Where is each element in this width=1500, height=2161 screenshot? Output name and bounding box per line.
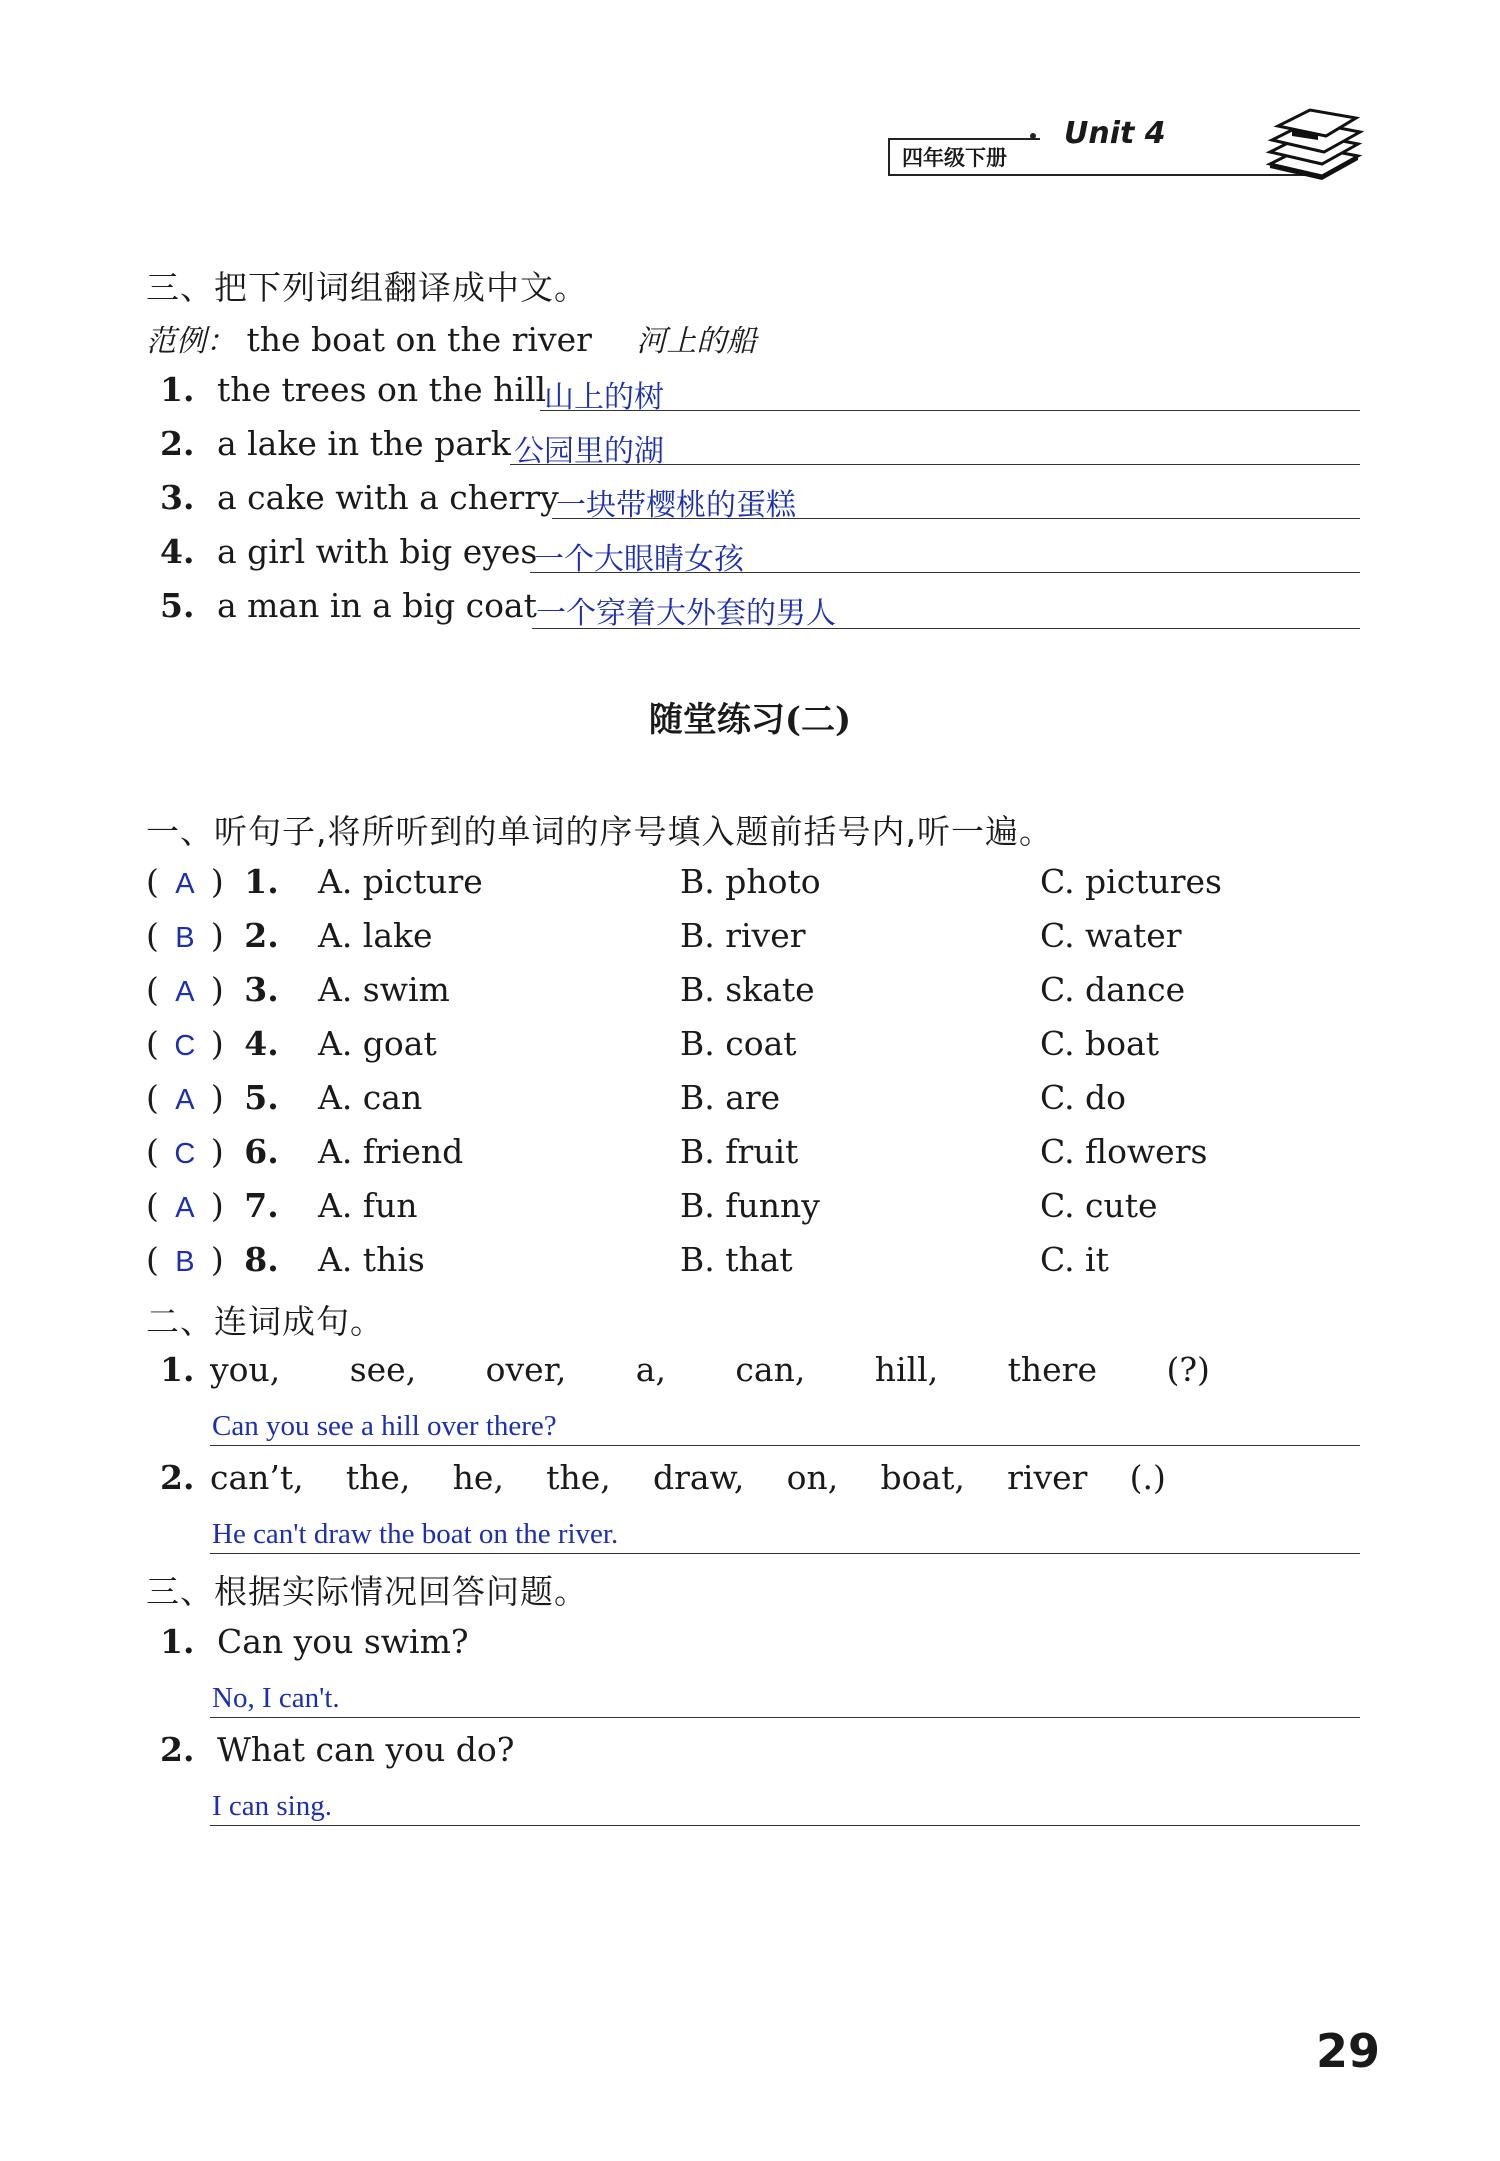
listen-row [146,1078,279,1117]
unit-label: Unit 4 [1064,116,1166,151]
option-a: A. fun [318,1186,418,1225]
example-chinese: 河上的船 [636,324,757,359]
example-english: the boat on the river [246,320,592,359]
option-a: A. lake [318,916,433,955]
bracket-open: ( [146,970,159,1009]
bracket-open: ( [146,862,159,901]
translate-item [160,586,537,625]
option-c: C. boat [1040,1024,1159,1063]
section-answer-heading: 三、根据实际情况回答问题。 [146,1572,588,1611]
option-c: C. pictures [1040,862,1222,901]
answer-line [532,628,1360,629]
answer-line [210,1445,1360,1446]
word: can, [735,1350,806,1389]
translate-answer: 一个大眼睛女孩 [534,542,744,577]
option-c: C. it [1040,1240,1109,1279]
item-number: 5. [160,586,195,625]
item-number: 2. [160,1730,195,1769]
bracket-close: ) [210,916,224,955]
listen-row [146,1132,279,1171]
answer-letter: B [175,1246,195,1278]
option-c: C. dance [1040,970,1186,1009]
word: he, [452,1458,504,1497]
option-a: A. this [318,1240,425,1279]
word: draw, [652,1458,745,1497]
question-text: What can you do? [216,1730,515,1769]
translate-answer: 公园里的湖 [514,434,664,469]
header-rule [888,174,1308,176]
item-number: 1. [160,370,195,409]
item-text: a lake in the park [216,424,511,463]
item-text: a man in a big coat [216,586,537,625]
listen-row [146,970,279,1009]
word: boat, [880,1458,965,1497]
bracket-open: ( [146,1078,159,1117]
word: on, [786,1458,839,1497]
translate-answer: 一块带樱桃的蛋糕 [556,488,796,523]
answer-letter: B [175,922,195,954]
answer-letter: A [175,976,195,1008]
bracket-close: ) [210,1240,224,1279]
option-b: B. funny [680,1186,820,1225]
word: can’t, [210,1458,304,1497]
word: see, [349,1350,417,1389]
stack-of-books-icon [1262,104,1366,184]
option-b: B. coat [680,1024,797,1063]
answer-line [510,464,1360,465]
item-number: 1. [160,1350,195,1389]
word: hill, [874,1350,939,1389]
section-translate-heading: 三、把下列词组翻译成中文。 [146,268,588,307]
item-number: 3. [160,478,195,517]
question-row [160,1622,469,1661]
option-b: B. skate [680,970,815,1009]
option-c: C. cute [1040,1186,1158,1225]
listen-row [146,916,279,955]
answer-letter: C [174,1030,196,1062]
word-list [210,1458,1166,1497]
bracket-open: ( [146,1240,159,1279]
option-c: C. flowers [1040,1132,1208,1171]
option-b: B. that [680,1240,793,1279]
word-list [210,1350,1210,1389]
listen-row [146,1240,279,1279]
word: over, [485,1350,567,1389]
answer-line [210,1825,1360,1826]
item-number: 4. [160,532,195,571]
word: there [1007,1350,1097,1389]
question-text: Can you swim? [216,1622,469,1661]
translate-item [160,424,511,463]
word: (?) [1166,1350,1210,1389]
word: the, [345,1458,411,1497]
bracket-open: ( [146,916,159,955]
option-c: C. water [1040,916,1182,955]
item-text: the trees on the hill [216,370,547,409]
option-a: A. goat [318,1024,437,1063]
bracket-close: ) [210,1186,224,1225]
listen-row [146,1186,279,1225]
option-b: B. fruit [680,1132,799,1171]
bracket-open: ( [146,1132,159,1171]
answer-letter: A [175,1084,195,1116]
word: (.) [1129,1458,1166,1497]
word: you, [210,1350,281,1389]
item-number: 2. [160,424,195,463]
answer-letter: A [175,868,195,900]
answer-line [540,410,1360,411]
sentence-answer: Can you see a hill over there? [212,1410,557,1442]
answer-letter: A [175,1192,195,1224]
option-b: B. are [680,1078,781,1117]
option-a: A. picture [318,862,483,901]
translate-item [160,478,559,517]
bracket-open: ( [146,1186,159,1225]
answer-letter: C [174,1138,196,1170]
page-number: 29 [1316,2024,1381,2078]
answer-line [210,1553,1360,1554]
sentence-answer: He can't draw the boat on the river. [212,1518,619,1550]
listen-row [146,1024,279,1063]
option-a: A. can [318,1078,423,1117]
bracket-close: ) [210,1078,224,1117]
question-row [160,1730,514,1769]
item-number: 5. [244,1078,279,1117]
option-b: B. river [680,916,806,955]
item-number: 6. [244,1132,279,1171]
section-words-heading: 二、连词成句。 [146,1302,384,1341]
option-a: A. swim [318,970,450,1009]
item-number: 3. [244,970,279,1009]
bracket-close: ) [210,970,224,1009]
section-listen-heading: 一、听句子,将所听到的单词的序号填入题前括号内,听一遍。 [146,812,1053,851]
item-number: 1. [160,1622,195,1661]
item-text: a cake with a cherry [216,478,559,517]
item-number: 1. [244,862,279,901]
word: the, [546,1458,611,1497]
word: a, [635,1350,666,1389]
translate-answer: 一个穿着大外套的男人 [536,596,836,631]
grade-label: 四年级下册 [902,146,1007,170]
example-label: 范例： [146,324,236,359]
item-number: 8. [244,1240,279,1279]
translate-item [160,370,546,409]
option-b: B. photo [680,862,821,901]
translate-answer: 山上的树 [544,380,664,415]
word: river [1007,1458,1088,1497]
item-number: 7. [244,1186,279,1225]
item-number: 2. [244,916,279,955]
option-a: A. friend [318,1132,464,1171]
item-number: 4. [244,1024,279,1063]
practice-title: 随堂练习(二) [648,700,852,740]
answer-line [210,1717,1360,1718]
bracket-close: ) [210,1024,224,1063]
item-number: 2. [160,1458,195,1497]
translate-item [160,532,537,571]
example-row [146,316,756,360]
question-answer: I can sing. [212,1790,332,1822]
question-answer: No, I can't. [212,1682,340,1714]
bracket-open: ( [146,1024,159,1063]
answer-line [530,572,1360,573]
bracket-close: ) [210,862,224,901]
answer-line [552,518,1360,519]
listen-row [146,862,279,901]
bracket-close: ) [210,1132,224,1171]
option-c: C. do [1040,1078,1127,1117]
item-text: a girl with big eyes [216,532,538,571]
